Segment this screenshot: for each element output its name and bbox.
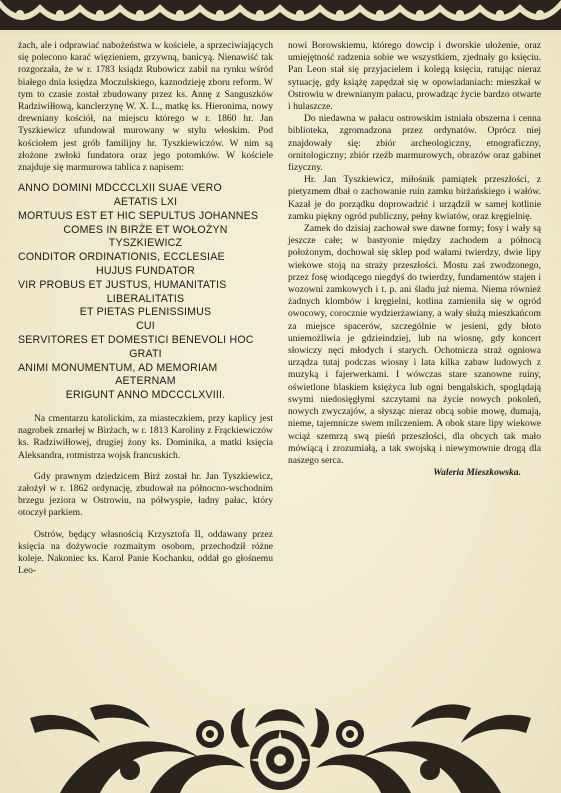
- inscription-line: TYSZKIEWICZ: [108, 237, 183, 250]
- inscription-line: ERIGUNT ANNO MDCCCLXVIII.: [65, 389, 226, 402]
- inscription-line: HUJUS FUNDATOR: [96, 265, 195, 278]
- inscription-line: COMES IN BIRŻE ET WOŁOŻYN: [63, 223, 228, 236]
- inscription-line: ET PIETAS PLENISSIMUS: [79, 306, 212, 319]
- inscription-line: ANNO DOMINI MDCCCLXII SUAE VERO: [18, 182, 222, 195]
- left-column: [18, 40, 273, 577]
- right-paragraph-1: nowi Borowskiemu, którego dowcip i dworskie ułożenie, oraz umiejętność radzenia sobie we wszystkiem, zjednały go księciu. Pan Leon stał się przyjacielem i kolegą księcia, ratując nieraz sytuację, gdy książę zapędzał się w opowiadaniach: mieszkał w Ostrowiu w drewnianym pałacu, prowadząc życie bardzo otwarte i hulaszcze.: [288, 40, 541, 113]
- right-paragraph-2: Do niedawna w pałacu ostrowskim istniała obszerna i cenna biblioteka, zgromadzona przez ordynatów. Oprócz niej znajdowały się: zbiór archeologiczny, etnograficzny, ornitologiczny; zbiór rzeźb marmurowych, obrazów oraz gabinet fizyczny.: [288, 113, 541, 174]
- inscription-line: GRATI: [129, 347, 162, 360]
- bottom-floral-ornament: [0, 698, 561, 793]
- right-paragraph-4: Zamek do dzisiaj zachował swe dawne formy; fosy i wały są jeszcze całe; w bastyonie między zachodem a północą położonym, dochował się sklep pod wałami twierdzy, dwie lipy wiekowe stoją na straży przeszłości. Mostu zaś zwodzonego, przez fosę wiodącego niegdyś do twierdzy, fundamentów stajen i wozowni zamkowych i t. p. ani śladu już niema. Niema również żadnych klombów i kręgielni, kotlina zamieniła się w ogród owocowy, corocznie wydzierżawiany, a wały służą mieszkańcom za miejsce spacerów, szczególnie w jesieni, gdy błoto uniemożliwia je gdzieindziej, lub na wiosnę, gdy koncert słowiczy nęci młodych i starych. Ochotnicza straż ogniowa urządza tutaj podczas wiosny i lata kilka zabaw ludowych z muzyką i fajerwerkami. I wówczas stare szanowne ruiny, oświetlone blaskiem księżyca lub ogni bengalskich, spoglądają swymi niedosięgłymi szczytami na życie nowych pokoleń, nowych zwyczajów, a słysząc nieraz obcą sobie mowę, dumają, nieme, tajemnicze swem milczeniem. A obok stare lipy wiekowe wciąż szemrzą swą pieśń przeszłości, dla obcych tak mało mówiącą i zrozumiałą, a tak swojską i niewymownie drogą dla naszego serca.: [288, 223, 541, 466]
- latin-inscription: [18, 182, 273, 403]
- inscription-line: CUI: [136, 320, 155, 333]
- right-column: [288, 40, 541, 479]
- inscription-line: AETERNAM: [115, 375, 176, 388]
- inscription-line: ANIMI MONUMENTUM, AD MEMORIAM: [18, 361, 218, 374]
- left-paragraph-3: Gdy prawnym dziedzicem Birż został hr. Jan Tyszkiewicz, założył w r. 1862 ordynację, zbudował na północno-wschodnim brzegu jeziora w Ostrowiu, na półwyspie, ładny pałac, który otoczył parkiem.: [18, 470, 273, 519]
- author-signature: Waleria Mieszkowska.: [433, 467, 521, 479]
- inscription-line: CONDITOR ORDINATIONIS, ECCLESIAE: [18, 251, 225, 264]
- inscription-line: VIR PROBUS ET JUSTUS, HUMANITATIS: [18, 278, 227, 291]
- top-ornamental-border: [0, 0, 561, 34]
- inscription-line: MORTUUS EST ET HIC SEPULTUS JOHANNES: [18, 209, 259, 222]
- inscription-line: AETATIS LXI: [113, 196, 178, 209]
- left-paragraph-4: Ostrów, będący własnością Krzysztofa II, oddawany przez księcia na dożywocie rozmaitym osobom, przechodził różne koleje. Nakoniec ks. Karol Panie Kochanku, oddał go głośnemu Leo-: [18, 528, 273, 577]
- inscription-line: SERVITORES ET DOMESTICI BENEVOLI HOC: [18, 334, 254, 346]
- left-paragraph-2: Na cmentarzu katolickim, za miasteczkiem, przy kaplicy jest nagrobek zmarłej w Birżach, w r. 1813 Karoliny z Frąckiewiczów ks. Radziwiłłowej, drugiej żony ks. Dominika, a matki księcia Aleksandra, rotmistrza wojsk francuskich.: [18, 412, 273, 461]
- right-paragraph-3: Hr. Jan Tyszkiewicz, miłośnik pamiątek przeszłości, z pietyzmem dbał o zachowanie ruin zamku birżańskiego i wałów. Kazał je do porządku doprowadzić i urządził w samej kotlinie zamku piękny ogród publiczny, pełny kwiatów, oraz kręgielnię.: [288, 174, 541, 222]
- left-paragraph-1: żach, ale i odprawiać nabożeństwa w kościele, a sprzeciwiających się polecono karać więzieniem, grzywną, banicyą. Nienawiść tak rozgorzała, że w r. 1783 ksiądz Rubowicz zabił na rynku wśród białego dnia księdza Moczulskiego, kaznodzieję zboru reform. W tym to czasie został zbudowany przez ks. Annę z Sanguszków Radziwiłłową, kanclerzynę W. X. L., matkę ks. Hieronima, nowy drewniany kościół, na miejscu którego w r. 1860 hr. Jan Tyszkiewicz ufundował murowany w stylu włoskim. Pod kościołem jest grób familijny hr. Tyszkiewiczów. W nim są złożone zwłoki fundatora oraz jego potomków. W kościele znajduje się marmurowa tablica z napisem:: [18, 40, 273, 174]
- inscription-line: LIBERALITATIS: [106, 292, 185, 305]
